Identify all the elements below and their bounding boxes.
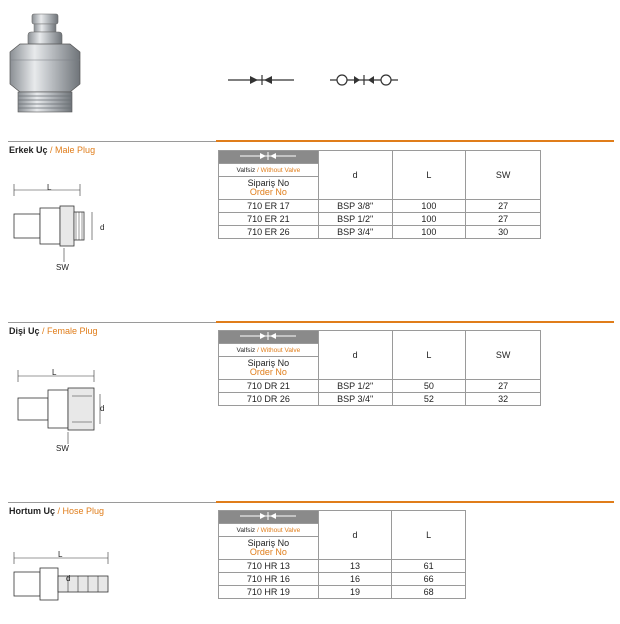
order-label <box>219 357 319 380</box>
valve-closed-symbol <box>328 72 400 88</box>
product-photo <box>6 12 84 116</box>
section-divider <box>8 141 216 142</box>
valve-bar <box>219 331 319 344</box>
section-title <box>9 145 95 155</box>
valve-en: / Without Valve <box>257 166 301 174</box>
dim-l: L <box>58 550 63 559</box>
table-row <box>219 560 466 573</box>
valve-open-small-icon <box>238 331 298 341</box>
cell: 710 ER 26 <box>219 226 319 239</box>
table-row <box>219 586 466 599</box>
section-divider-accent <box>216 140 614 142</box>
valve-label <box>219 164 319 177</box>
spec-table <box>218 150 541 239</box>
valve-bar <box>219 511 319 524</box>
cell: 710 HR 16 <box>219 573 319 586</box>
title-tr: Erkek Uç <box>9 145 48 155</box>
cell: 710 ER 17 <box>219 200 319 213</box>
dim-sw: SW <box>56 263 69 272</box>
col-l: L <box>392 331 466 380</box>
cell: 30 <box>466 226 541 239</box>
dim-d: d <box>100 404 105 413</box>
valve-label <box>219 524 319 537</box>
spec-table <box>218 330 541 406</box>
valve-open-small-icon <box>238 511 298 521</box>
cell: 52 <box>392 393 466 406</box>
cell: 710 HR 13 <box>219 560 319 573</box>
title-tr: Hortum Uç <box>9 506 56 516</box>
cell: BSP 3/4" <box>318 226 392 239</box>
col-d: d <box>318 331 392 380</box>
valve-bar <box>219 151 319 164</box>
valve-open-small-icon <box>238 151 298 161</box>
dim-d: d <box>100 223 105 232</box>
cell: 19 <box>318 586 392 599</box>
col-l: L <box>392 511 466 560</box>
col-sw: SW <box>466 151 541 200</box>
section-divider-accent <box>216 321 614 323</box>
col-sw: SW <box>466 331 541 380</box>
valve-open-symbol <box>226 72 296 88</box>
section-title <box>9 506 104 516</box>
cell: 68 <box>392 586 466 599</box>
cell: 710 HR 19 <box>219 586 319 599</box>
table-row <box>219 573 466 586</box>
cell: BSP 3/8" <box>318 200 392 213</box>
cell: BSP 1/2" <box>318 380 392 393</box>
order-en: Order No <box>249 187 287 197</box>
cell: 100 <box>392 226 466 239</box>
valve-tr: Valfsiz <box>236 346 256 354</box>
title-en: / Hose Plug <box>57 506 105 516</box>
order-tr: Sipariş No <box>247 538 290 548</box>
cell: 710 DR 21 <box>219 380 319 393</box>
spec-table <box>218 510 466 599</box>
order-tr: Sipariş No <box>247 358 290 368</box>
order-en: Order No <box>249 367 287 377</box>
title-en: / Female Plug <box>42 326 98 336</box>
dim-sw: SW <box>56 444 69 453</box>
dim-l: L <box>52 368 57 377</box>
section-divider <box>8 322 216 323</box>
title-tr: Dişi Uç <box>9 326 40 336</box>
cell: 100 <box>392 213 466 226</box>
cell: 16 <box>318 573 392 586</box>
cell: 61 <box>392 560 466 573</box>
cell: 710 ER 21 <box>219 213 319 226</box>
dim-d: d <box>66 574 71 583</box>
valve-label <box>219 344 319 357</box>
valve-tr: Valfsiz <box>236 526 256 534</box>
section-title <box>9 326 98 336</box>
valve-en: / Without Valve <box>257 526 301 534</box>
col-d: d <box>318 511 392 560</box>
cell: 27 <box>466 380 541 393</box>
order-tr: Sipariş No <box>247 178 290 188</box>
cell: 32 <box>466 393 541 406</box>
table-row <box>219 213 541 226</box>
cell: 100 <box>392 200 466 213</box>
table-row <box>219 200 541 213</box>
section-divider-accent <box>216 501 614 503</box>
table-row <box>219 226 541 239</box>
col-d: d <box>318 151 392 200</box>
valve-tr: Valfsiz <box>236 166 256 174</box>
cell: BSP 3/4" <box>318 393 392 406</box>
cell: 27 <box>466 213 541 226</box>
order-en: Order No <box>249 547 287 557</box>
section-divider <box>8 502 216 503</box>
title-en: / Male Plug <box>50 145 96 155</box>
col-l: L <box>392 151 466 200</box>
cell: 13 <box>318 560 392 573</box>
cell: 710 DR 26 <box>219 393 319 406</box>
cell: 66 <box>392 573 466 586</box>
valve-en: / Without Valve <box>257 346 301 354</box>
table-row <box>219 380 541 393</box>
cell: 50 <box>392 380 466 393</box>
dim-l: L <box>47 183 52 192</box>
table-row <box>219 393 541 406</box>
cell: BSP 1/2" <box>318 213 392 226</box>
female-plug-drawing <box>8 364 108 450</box>
male-plug-drawing <box>8 178 108 268</box>
order-label <box>219 537 319 560</box>
cell: 27 <box>466 200 541 213</box>
order-label <box>219 177 319 200</box>
